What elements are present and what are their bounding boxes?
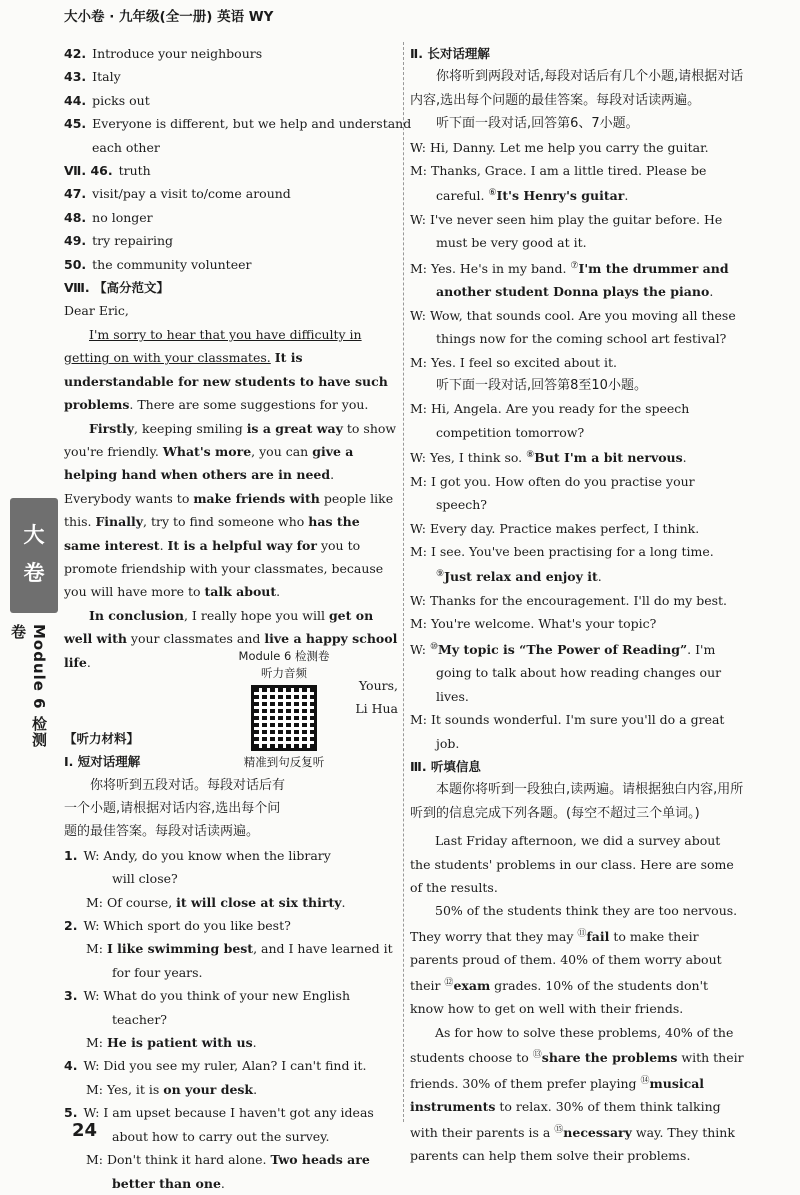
dialogue-woman-line bbox=[64, 984, 398, 1031]
speaker-label: M: bbox=[410, 473, 431, 489]
text: Thanks, Grace. I am a little tired. Please be careful. bbox=[430, 163, 707, 204]
qr-caption-1: Module 6 检测卷 bbox=[238, 649, 330, 663]
bold-text: In conclusion bbox=[89, 607, 184, 623]
part3-intro: 本题你将听到一段独白,读两遍。请根据独白内容,用所听到的信息完成下列各题。(每空不超过三个单词。) bbox=[410, 782, 744, 821]
dialogue-line bbox=[410, 540, 744, 589]
bold-text: live a happy school life bbox=[64, 631, 398, 670]
answer-text: Everyone is different, but we help and understand bbox=[92, 116, 412, 132]
qr-block[interactable] bbox=[232, 648, 336, 771]
dialogue-woman-line bbox=[64, 844, 337, 891]
dialogue-man-text: M: bbox=[86, 1035, 107, 1051]
speaker-label: W: bbox=[410, 139, 430, 155]
text: . bbox=[86, 654, 91, 670]
section-7-text: no longer bbox=[92, 209, 153, 225]
dialogue-man-text: . bbox=[252, 1035, 257, 1051]
dialogue-man-text: . bbox=[341, 894, 346, 910]
text: . bbox=[159, 537, 168, 553]
text: grades. 10% of the students don't know how to get on well with their friends. bbox=[410, 977, 709, 1017]
qr-caption-2: 听力音频 bbox=[261, 666, 307, 680]
page-header: 大小卷 · 九年级(全一册) 英语 WY bbox=[64, 9, 274, 25]
answer-number: 43. bbox=[64, 69, 87, 85]
speaker-label: W: bbox=[410, 641, 430, 657]
text: Hi, Danny. Let me help you carry the guitar. bbox=[429, 139, 709, 155]
text: people like this. bbox=[64, 490, 394, 530]
dialogue-line bbox=[410, 517, 744, 540]
text: with their friends. 30% of them prefer playing bbox=[410, 1050, 744, 1091]
section-7-item bbox=[64, 206, 398, 229]
dialogue-man-text: . bbox=[220, 1175, 225, 1191]
essay-paragraph-1 bbox=[64, 323, 398, 417]
bold-text: My topic is “The Power of Reading” bbox=[438, 641, 688, 657]
section-7-list bbox=[64, 159, 398, 276]
answer-number: 42. bbox=[64, 46, 87, 61]
text: to make their parents proud of them. 40% of them worry about their bbox=[410, 928, 722, 993]
speaker-label: M: bbox=[410, 616, 431, 632]
dialogue-woman-text: W: Did you see my ruler, Alan? I can't find it. bbox=[83, 1058, 367, 1074]
text: Last Friday afternoon, we did a survey about the students' problems in our class. Here are some of the results. bbox=[410, 833, 734, 895]
section-7-number: 46. bbox=[90, 163, 113, 179]
side-tab-char-2: 卷 bbox=[23, 561, 45, 585]
text: . bbox=[709, 284, 714, 300]
dialogue2-intro: 听下面一段对话,回答第8至10小题。 bbox=[436, 378, 647, 393]
callout-number: ⑥ bbox=[488, 188, 497, 199]
speaker-label: W: bbox=[410, 307, 430, 323]
dialogue-man-text: M: Don't think it hard alone. bbox=[86, 1152, 271, 1168]
dialogue-line bbox=[410, 612, 744, 635]
callout-number: ⑬ bbox=[532, 1050, 542, 1061]
answer-item bbox=[64, 112, 412, 135]
speaker-label: W: bbox=[410, 450, 430, 466]
dialogue-line bbox=[410, 636, 744, 708]
side-tab bbox=[10, 498, 58, 613]
part2-intro: 你将听到两段对话,每段对话后有几个小题,请根据对话内容,选出每个问题的最佳答案。每段对话读两遍。 bbox=[410, 69, 744, 108]
text: It sounds wonderful. I'm sure you'll do a great job. bbox=[430, 712, 725, 751]
part1-intro: 你将听到五段对话。每段对话后有一个小题,请根据对话内容,选出每个问题的最佳答案。每段对话读两遍。 bbox=[64, 777, 286, 840]
column-divider bbox=[403, 42, 405, 1122]
callout-number: ⑦ bbox=[570, 260, 579, 271]
dialogue-line bbox=[410, 589, 744, 612]
callout-number: ⑪ bbox=[577, 928, 587, 939]
text: Yes. I feel so excited about it. bbox=[430, 354, 617, 370]
bold-text: It's Henry's guitar bbox=[496, 188, 625, 204]
bold-text: Just relax and enjoy it bbox=[444, 569, 598, 585]
dialogue-line bbox=[410, 304, 744, 351]
monologue-paragraph-3 bbox=[410, 1021, 744, 1168]
dialogue-woman-text: W: Andy, do you know when the library will close? bbox=[83, 847, 331, 887]
dialogue-1 bbox=[410, 136, 744, 374]
text: . bbox=[682, 450, 687, 466]
monologue-paragraph-1 bbox=[410, 829, 744, 899]
dialogue-man-line bbox=[64, 1078, 398, 1101]
dialogue-man-line bbox=[64, 1031, 398, 1054]
speaker-label: M: bbox=[410, 163, 431, 179]
dialogue-man-text: M: Of course, bbox=[86, 894, 177, 910]
section-7-item bbox=[64, 229, 398, 252]
part3-title: Ⅲ. 听填信息 bbox=[410, 758, 481, 774]
bold-text: has the same interest bbox=[64, 514, 360, 553]
part2-title: Ⅱ. 长对话理解 bbox=[410, 46, 490, 61]
essay-greeting: Dear Eric, bbox=[64, 303, 129, 319]
short-dialogues bbox=[64, 844, 398, 1195]
bold-text: share the problems bbox=[541, 1050, 678, 1066]
answer-text: Introduce your neighbours bbox=[92, 46, 263, 61]
bold-text: It is a helpful way for bbox=[167, 537, 317, 553]
dialogue-man-line bbox=[64, 1148, 398, 1195]
speaker-label: M: bbox=[410, 401, 431, 417]
qr-code-icon[interactable] bbox=[251, 685, 317, 751]
bold-text: make friends with bbox=[193, 490, 320, 506]
text: to relax. 30% of them think talking with their parents is a bbox=[410, 1099, 721, 1140]
section-7-text: truth bbox=[118, 163, 151, 179]
left-column bbox=[64, 42, 412, 1195]
section-7-number: 50. bbox=[64, 256, 87, 272]
answers-list bbox=[64, 42, 412, 159]
dialogue-number: 5. bbox=[64, 1105, 78, 1121]
section-7-number: 48. bbox=[64, 209, 87, 225]
dialogue-line bbox=[410, 444, 744, 470]
text: , you can bbox=[251, 443, 313, 459]
dialogue-line bbox=[410, 159, 744, 208]
callout-number: ⑧ bbox=[526, 450, 535, 461]
dialogue-line bbox=[410, 470, 744, 517]
text: , try to find someone who bbox=[143, 514, 309, 530]
qr-note: 精准到句反复听 bbox=[243, 755, 325, 769]
dialogue-man-text: M: bbox=[86, 941, 107, 957]
part1-title: Ⅰ. 短对话理解 bbox=[64, 754, 141, 770]
dialogue1-intro: 听下面一段对话,回答第6、7小题。 bbox=[436, 116, 639, 132]
speaker-label: W: bbox=[410, 592, 430, 608]
bold-text: fail bbox=[586, 928, 610, 944]
dialogue-man-line bbox=[64, 937, 398, 984]
answer-text: picks out bbox=[92, 92, 150, 108]
bold-text: get on well with bbox=[64, 607, 374, 647]
dialogue-line bbox=[410, 255, 744, 304]
speaker-label: M: bbox=[410, 354, 431, 370]
speaker-label: W: bbox=[410, 520, 430, 536]
essay-paragraph-3 bbox=[64, 604, 398, 674]
text: you to promote friendship with your classmates, because you will have more to bbox=[64, 537, 384, 600]
dialogue-man-text: , and I have learned it for four years. bbox=[112, 941, 393, 980]
essay-closing: Yours, bbox=[358, 677, 398, 693]
answer-item bbox=[64, 42, 398, 65]
dialogue-line bbox=[410, 351, 744, 374]
callout-number: ⑩ bbox=[429, 641, 439, 652]
answer-item bbox=[64, 89, 398, 112]
dialogue-number: 4. bbox=[64, 1058, 78, 1074]
text: Hi, Angela. Are you ready for the speech competition tomorrow? bbox=[430, 401, 690, 440]
dialogue-woman-text: W: I am upset because I haven't got any ideas about how to carry out the survey. bbox=[83, 1105, 374, 1144]
dialogue-answer: it will close at six thirty bbox=[176, 894, 342, 910]
dialogue-man-text: M: Yes, it is bbox=[86, 1081, 164, 1097]
essay-bold-1: It is understandable for new students to have such problems bbox=[64, 350, 388, 413]
right-column bbox=[410, 42, 744, 1168]
dialogue-number: 3. bbox=[64, 988, 78, 1004]
bold-text: Finally bbox=[95, 514, 144, 530]
dialogue-woman-text: W: Which sport do you like best? bbox=[83, 918, 291, 934]
text: Yes. He's in my band. bbox=[430, 260, 571, 276]
dialogue-woman-line bbox=[64, 1101, 398, 1148]
dialogue-line bbox=[410, 397, 744, 444]
essay-underlined: I'm sorry to hear that you have difficulty in getting on with your classmates. bbox=[64, 326, 362, 366]
dialogue-woman-text: W: What do you think of your new English teacher? bbox=[83, 988, 350, 1027]
listening-title: 【听力材料】 bbox=[64, 730, 140, 746]
callout-number: ⑨ bbox=[436, 569, 445, 580]
speaker-label: M: bbox=[410, 544, 431, 559]
section-7-text: try repairing bbox=[92, 233, 174, 249]
answer-number: 45. bbox=[64, 116, 87, 132]
text: . Everybody wants to bbox=[64, 467, 335, 506]
dialogue-woman-line bbox=[64, 914, 398, 937]
section-7-text: the community volunteer bbox=[92, 256, 252, 272]
text: . I'm going to talk about how reading changes our lives. bbox=[436, 641, 722, 704]
module-label: Module 6 检测卷 bbox=[9, 624, 48, 748]
dialogue-answer: on your desk bbox=[163, 1081, 254, 1097]
section-8-title: Ⅷ. 【高分范文】 bbox=[64, 280, 170, 296]
answer-number: 44. bbox=[64, 92, 87, 108]
text: your classmates and bbox=[126, 631, 265, 647]
dialogue-line bbox=[410, 136, 744, 159]
text: , I really hope you will bbox=[183, 607, 329, 623]
callout-number: ⑮ bbox=[554, 1124, 564, 1135]
dialogue-answer: Two heads are better than one bbox=[112, 1152, 370, 1191]
text: , keeping smiling bbox=[134, 420, 247, 436]
callout-number: ⑭ bbox=[640, 1075, 650, 1086]
bold-text: give a helping hand when others are in need bbox=[64, 443, 354, 483]
text: to show you're friendly. bbox=[64, 420, 397, 459]
section-7-item bbox=[64, 253, 398, 276]
side-tab-char-1: 大 bbox=[23, 523, 45, 547]
section-7-number: 47. bbox=[64, 186, 87, 202]
essay-signature: Li Hua bbox=[355, 701, 398, 717]
text: Wow, that sounds cool. Are you moving all these things now for the coming school art festival? bbox=[429, 307, 736, 347]
dialogue-answer: He is patient with us bbox=[106, 1035, 253, 1051]
dialogue-man-text: . bbox=[253, 1081, 258, 1097]
answer-text: each other bbox=[92, 139, 160, 155]
dialogue-answer: I like swimming best bbox=[106, 941, 254, 957]
text: You're welcome. What's your topic? bbox=[430, 616, 657, 632]
text: As for how to solve these problems, 40% of the students choose to bbox=[410, 1024, 734, 1066]
dialogue-number: 2. bbox=[64, 918, 78, 934]
essay-paragraph-2 bbox=[64, 417, 398, 604]
page-number: 24 bbox=[72, 1120, 98, 1141]
answer-item bbox=[64, 65, 398, 88]
speaker-label: M: bbox=[410, 712, 431, 728]
dialogue-number: 1. bbox=[64, 847, 78, 863]
dialogue-line bbox=[410, 708, 744, 755]
text: Yes, I think so. bbox=[429, 450, 527, 466]
text: . bbox=[276, 584, 281, 600]
section-7-number: 49. bbox=[64, 233, 87, 249]
bold-text: I'm the drummer and another student Donna plays the piano bbox=[436, 260, 729, 300]
dialogue-line bbox=[410, 208, 744, 255]
bold-text: Firstly bbox=[89, 420, 135, 436]
section-7-label: Ⅶ. bbox=[64, 163, 91, 179]
answer-text: Italy bbox=[92, 69, 121, 85]
dialogue-woman-line bbox=[64, 1054, 398, 1077]
text: Thanks for the encouragement. I'll do my best. bbox=[429, 592, 728, 608]
text: Every day. Practice makes perfect, I think. bbox=[429, 520, 700, 536]
bold-text: exam bbox=[453, 977, 491, 993]
bold-text: necessary bbox=[563, 1124, 632, 1140]
text: . bbox=[624, 188, 629, 204]
text: I've never seen him play the guitar before. He must be very good at it. bbox=[429, 212, 723, 251]
text: . bbox=[597, 569, 602, 585]
text: I got you. How often do you practise your speech? bbox=[430, 473, 695, 513]
answer-item bbox=[64, 136, 398, 159]
text: I see. You've been practising for a long time. bbox=[430, 544, 714, 559]
dialogue-man-line bbox=[64, 891, 398, 914]
dialogue-2 bbox=[410, 397, 744, 755]
section-7-item bbox=[64, 159, 398, 182]
section-7-item bbox=[64, 182, 398, 205]
bold-text: But I'm a bit nervous bbox=[534, 450, 683, 466]
callout-number: ⑫ bbox=[444, 977, 454, 988]
bold-text: talk about bbox=[204, 584, 277, 600]
text: way. They think parents can help them solve their problems. bbox=[410, 1124, 735, 1164]
speaker-label: W: bbox=[410, 212, 430, 227]
section-7-text: visit/pay a visit to/come around bbox=[92, 186, 291, 202]
text: 50% of the students think they are too nervous. They worry that they may bbox=[410, 903, 738, 944]
bold-text: What's more bbox=[162, 443, 252, 459]
bold-text: musical instruments bbox=[410, 1075, 705, 1115]
monologue-paragraph-2 bbox=[410, 899, 744, 1020]
essay-text-1: . There are some suggestions for you. bbox=[129, 397, 369, 413]
speaker-label: M: bbox=[410, 260, 431, 276]
bold-text: is a great way bbox=[246, 420, 343, 436]
